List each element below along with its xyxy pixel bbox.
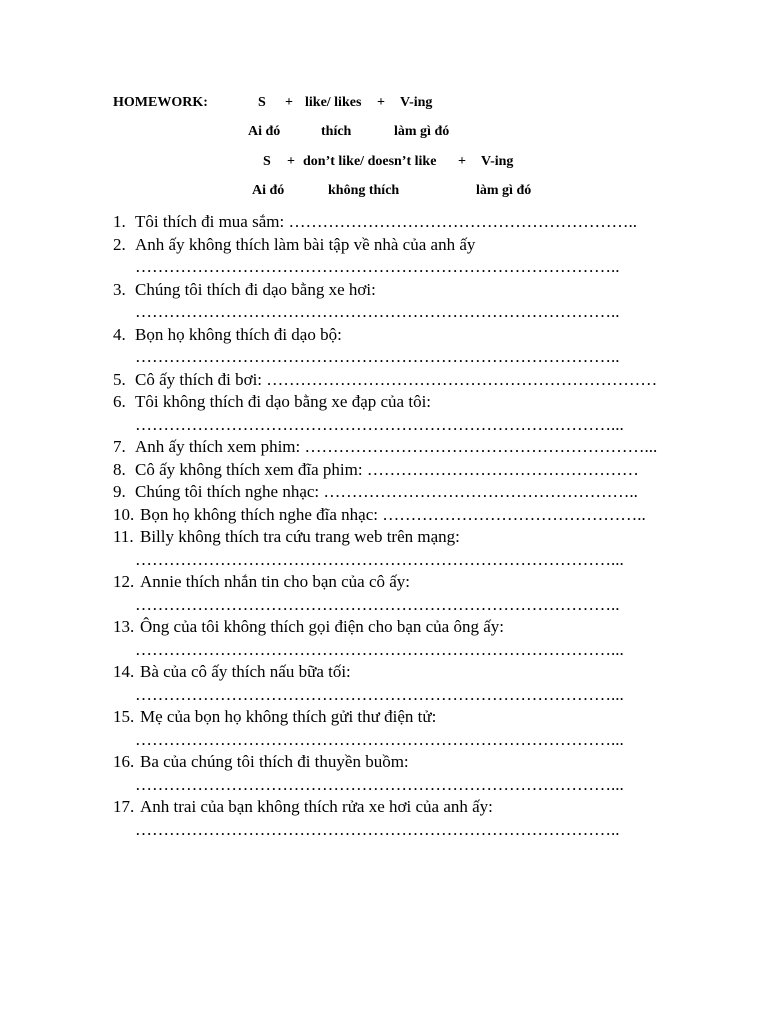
exercise-item	[113, 481, 693, 504]
formula-plus: +	[458, 154, 466, 169]
item-text: Tôi không thích đi dạo bằng xe đạp của tôi:	[135, 392, 432, 411]
answer-line: …………………………………………………………………………...	[135, 729, 624, 749]
formula-verb: like/ likes	[305, 95, 362, 110]
item-number: 12.	[113, 572, 135, 591]
item-text: Billy không thích tra cứu trang web trên mạng:	[140, 527, 460, 546]
exercise-item	[113, 706, 693, 751]
item-text: Anh ấy thích xem phim: ……………………………………………………...	[135, 437, 658, 456]
answer-line: …………………………………………………………………………...	[135, 774, 624, 794]
item-text: Bọn họ không thích nghe đĩa nhạc: ………………………………………..	[140, 504, 646, 524]
answer-line: …………………………………………………………………………...	[135, 414, 624, 434]
answer-line: …………………………………………………………………………...	[135, 684, 624, 704]
answer-line: …………………………………………………………………………..	[135, 257, 620, 276]
exercise-item	[113, 391, 693, 436]
formula-object-vi: làm gì đó	[476, 183, 532, 198]
homework-label: HOMEWORK:	[113, 95, 208, 110]
formula-plus: +	[285, 95, 293, 110]
item-text: Chúng tôi thích nghe nhạc: ………………………………………………..	[135, 482, 638, 501]
formula-negative-verb: don’t like/ doesn’t like	[303, 154, 437, 169]
item-number: 16.	[113, 752, 135, 771]
item-text: Chúng tôi thích đi dạo bằng xe hơi:	[135, 279, 376, 299]
item-number: 7.	[113, 437, 126, 456]
exercise-item	[113, 211, 693, 234]
item-text: Anh trai của bạn không thích rửa xe hơi của anh ấy:	[140, 797, 493, 816]
formula-subject: S	[263, 154, 271, 169]
item-number: 3.	[113, 279, 126, 299]
item-number: 9.	[113, 482, 126, 501]
formula-ving: V-ing	[400, 95, 433, 110]
exercise-item	[113, 234, 693, 279]
exercise-item	[113, 661, 693, 706]
exercise-item	[113, 751, 693, 796]
formula-object-vi: làm gì đó	[394, 124, 450, 139]
exercise-item	[113, 459, 693, 482]
answer-line: …………………………………………………………………………..	[135, 594, 620, 614]
exercise-item	[113, 279, 693, 324]
item-number: 2.	[113, 234, 126, 254]
exercise-list	[113, 211, 693, 841]
answer-line: …………………………………………………………………………...	[135, 639, 624, 659]
answer-line: …………………………………………………………………………...	[135, 549, 624, 569]
formula-verb-vi: thích	[321, 124, 352, 139]
item-number: 10.	[113, 504, 135, 524]
formula-subject: S	[258, 95, 266, 110]
exercise-item	[113, 436, 693, 459]
formula-negative-verb-vi: không thích	[328, 183, 400, 198]
exercise-item	[113, 796, 693, 841]
exercise-item	[113, 324, 693, 369]
item-number: 4.	[113, 324, 126, 344]
item-number: 8.	[113, 459, 126, 479]
formula-ving: V-ing	[481, 154, 514, 169]
formula-plus: +	[377, 95, 385, 110]
answer-line: …………………………………………………………………………..	[135, 347, 620, 366]
item-text: Cô ấy thích đi bơi: ……………………………………………………………	[135, 369, 658, 389]
item-number: 14.	[113, 662, 135, 681]
exercise-item	[113, 616, 693, 661]
formula-subject-vi: Ai đó	[248, 124, 281, 139]
item-text: Mẹ của bọn họ không thích gửi thư điện tử:	[140, 707, 437, 726]
answer-line: …………………………………………………………………………..	[135, 819, 620, 839]
formula-plus: +	[287, 154, 295, 169]
item-text: Ba của chúng tôi thích đi thuyền buồm:	[140, 752, 409, 771]
item-number: 6.	[113, 392, 126, 411]
item-number: 17.	[113, 797, 135, 816]
answer-line: …………………………………………………………………………..	[135, 302, 620, 321]
item-number: 11.	[113, 527, 134, 546]
item-number: 1.	[113, 212, 126, 231]
item-text: Tôi thích đi mua sắm: ……………………………………………………..	[135, 212, 637, 231]
item-text: Cô ấy không thích xem đĩa phim: …………………………………………	[135, 459, 639, 479]
exercise-item	[113, 571, 693, 616]
item-text: Annie thích nhắn tin cho bạn của cô ấy:	[140, 572, 411, 591]
item-text: Anh ấy không thích làm bài tập về nhà của anh ấy	[135, 234, 476, 254]
item-text: Bọn họ không thích đi dạo bộ:	[135, 324, 342, 344]
item-number: 15.	[113, 707, 135, 726]
item-number: 5.	[113, 369, 126, 389]
exercise-item	[113, 504, 693, 527]
item-text: Bà của cô ấy thích nấu bữa tối:	[140, 662, 351, 681]
exercise-item	[113, 526, 693, 571]
exercise-item	[113, 369, 693, 392]
formula-subject-vi: Ai đó	[252, 183, 285, 198]
item-text: Ông của tôi không thích gọi điện cho bạn của ông ấy:	[140, 617, 504, 636]
item-number: 13.	[113, 617, 135, 636]
